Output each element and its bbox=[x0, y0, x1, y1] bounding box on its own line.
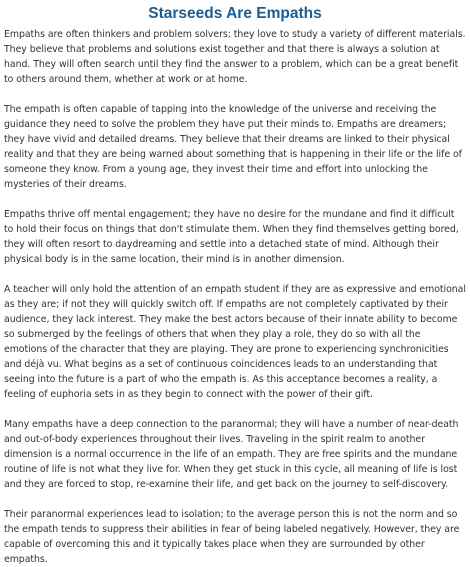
article-paragraph-1: Empaths are often thinkers and problem solvers; they love to study a variety of different materials. They believe that problems and solutions exist together and that there is always a solution at hand. They will often search until they find the answer to a problem, which can be a great benefit to others around them, whether at work or at home. bbox=[4, 29, 466, 85]
article-title: Starseeds Are Empaths bbox=[148, 5, 322, 22]
article-paragraph-6: Their paranormal experiences lead to isolation; to the average person this is not the norm and so the empath tends to suppress their abilities in fear of being labeled negatively. However, they are capable of overcoming this and it typically takes place when they are surrounded by other empaths. bbox=[4, 509, 460, 565]
article-paragraph-2: The empath is often capable of tapping into the knowledge of the universe and receiving the guidance they need to solve the problem they have put their minds to. Empaths are dreamers; they have vivid and detailed dreams. They believe that their dreams are linked to their physical reality and that they are being warned about something that is happening in their life or the life of someone they know. From a young age, they invest their time and effort into unlocking the mysteries of their dreams. bbox=[4, 104, 462, 190]
article-paragraph-5: Many empaths have a deep connection to the paranormal; they will have a number of near-death and out-of-body experiences throughout their lives. Traveling in the spirit realm to another dimension is a normal occurrence in the life of an empath. They are free spirits and the mundane routine of life is not what they live for. When they get stuck in this cycle, all meaning of life is lost and they are forced to stop, re-examine their life, and get back on the journey to self-discovery. bbox=[4, 419, 459, 490]
article-body bbox=[4, 27, 466, 567]
article bbox=[4, 3, 466, 567]
article-paragraph-3: Empaths thrive off mental engagement; they have no desire for the mundane and find it difficult to hold their focus on things that don't stimulate them. When they find themselves getting bored, they will often resort to daydreaming and settle into a detached state of mind. Although their physical body is in the same location, their mind is in another dimension. bbox=[4, 209, 459, 265]
article-paragraph-4: A teacher will only hold the attention of an empath student if they are as expressive and emotional as they are; if not they will quickly switch off. If empaths are not completely captivated by their audience, they lack interest. They make the best actors because of their innate ability to become so submerged by the feelings of others that when they play a role, they do so with all the emotions of the character that they are playing. They are prone to experiencing synchronicities and déjà vu. What begins as a set of continuous coincidences leads to an understanding that seeing into the future is a part of who the empath is. As this acceptance becomes a reality, a feeling of euphoria sets in as they begin to connect with the power of their gift. bbox=[4, 284, 466, 400]
